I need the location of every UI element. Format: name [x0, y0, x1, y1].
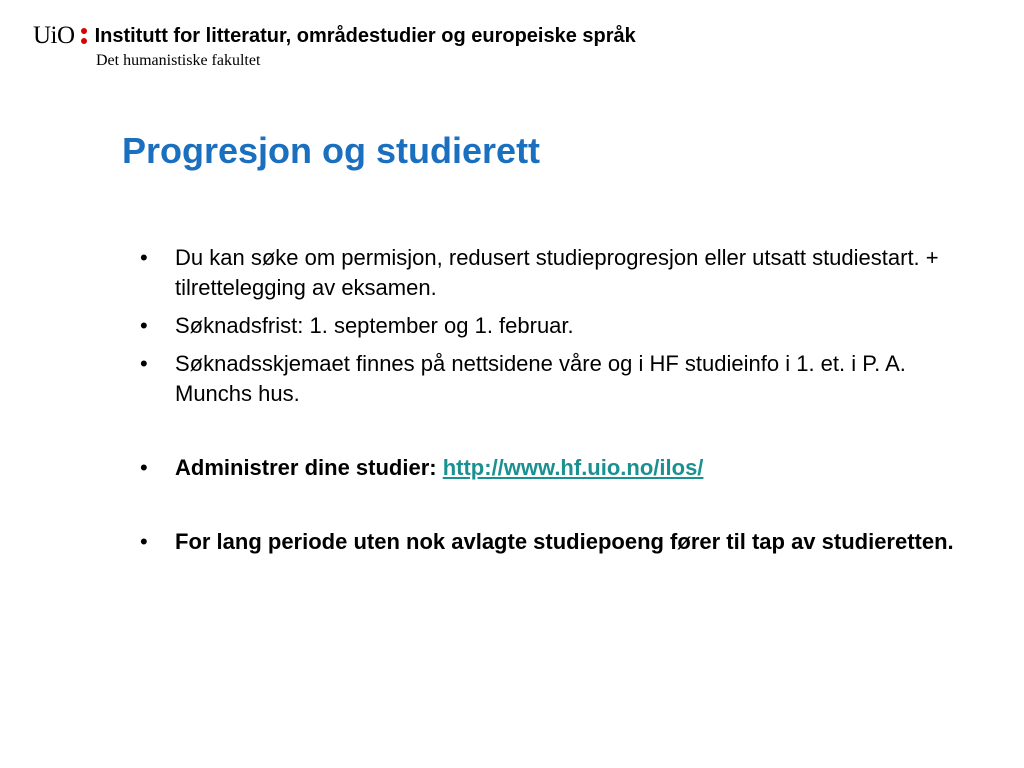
institute-name: Institutt for litteratur, områdestudier og europeiske språk: [94, 25, 636, 47]
bullet-icon: •: [140, 529, 148, 554]
header: [33, 22, 1013, 69]
bullet-icon: •: [140, 455, 148, 480]
list-item-text: [175, 453, 985, 483]
list-item: [135, 243, 985, 303]
list-item: [135, 311, 985, 341]
bullet-icon: •: [140, 313, 148, 338]
header-row: [33, 22, 1013, 50]
faculty-name: Det humanistiske fakultet: [96, 52, 261, 69]
bullet-icon: •: [140, 351, 148, 376]
bullet-icon: •: [140, 245, 148, 270]
uio-logo-dots-icon: [81, 22, 87, 50]
list-item: [135, 527, 985, 557]
list-item-text: Søknadsfrist: 1. september og 1. februar.: [175, 313, 574, 338]
list-item: [135, 349, 985, 409]
bullet-list: [135, 243, 985, 557]
list-item-text: Du kan søke om permisjon, redusert studieprogresjon eller utsatt studiestart. + tilrettelegging av eksamen.: [175, 245, 939, 300]
list-item-text: Søknadsskjemaet finnes på nettsidene våre og i HF studieinfo i 1. et. i P. A. Munchs hus.: [175, 351, 906, 406]
admin-label: Administrer dine studier:: [175, 455, 443, 480]
ilos-link[interactable]: http://www.hf.uio.no/ilos/: [442, 455, 704, 480]
slide-title: Progresjon og studierett: [122, 130, 541, 171]
list-item: [135, 453, 985, 483]
uio-logo: UiO: [33, 22, 75, 49]
list-item-text: For lang periode uten nok avlagte studiepoeng fører til tap av studieretten.: [175, 529, 954, 554]
